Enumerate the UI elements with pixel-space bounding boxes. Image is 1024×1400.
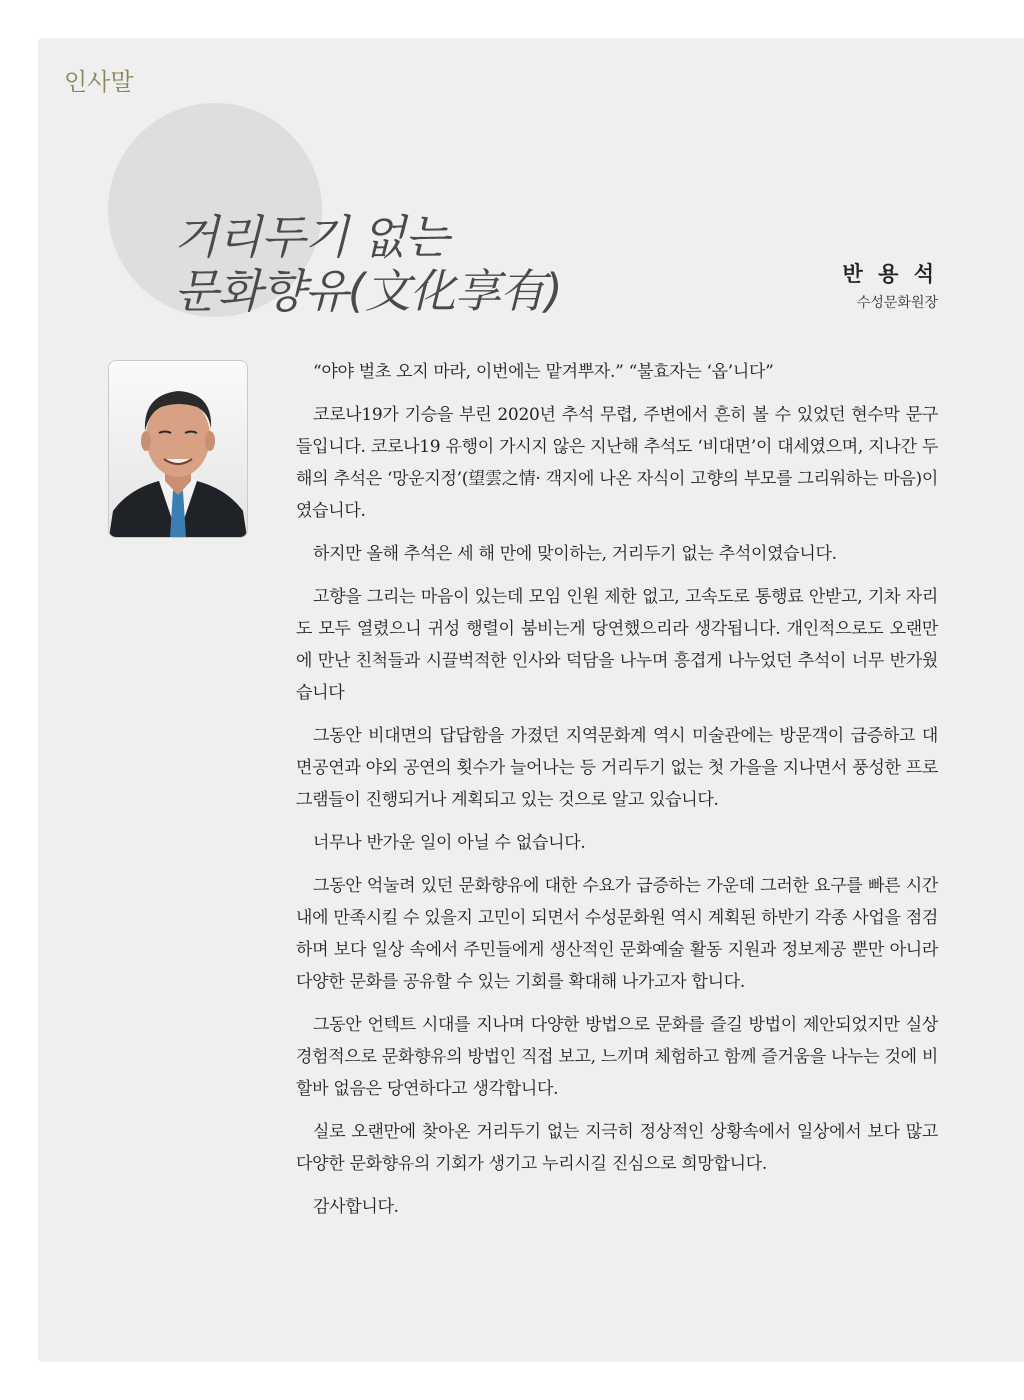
greeting-body: [296, 356, 938, 1234]
title-line-2: 문화향유(文化享有): [174, 264, 562, 318]
title-line-1: 거리두기 없는: [174, 210, 449, 264]
author-name: 반 용 석: [842, 261, 938, 286]
paragraph: 코로나19가 기승을 부린 2020년 추석 무렵, 주변에서 흔히 볼 수 있었던 현수막 문구들입니다. 코로나19 유행이 가시지 않은 지난해 추석도 ‘비대면’이 대세였으며, 지나간 두해의 추석은 ‘망운지정’(望雲之情· 객지에 나온 자식이 고향의 부모를 그리워하는 마음)이였습니다.: [296, 405, 938, 521]
paragraph: 그동안 비대면의 답답함을 가졌던 지역문화계 역시 미술관에는 방문객이 급증하고 대면공연과 야외 공연의 횟수가 늘어나는 등 거리두기 없는 첫 가을을 지나면서 풍성한 프로그램들이 진행되거나 계획되고 있는 것으로 알고 있습니다.: [296, 726, 938, 810]
paragraph: 너무나 반가운 일이 아닐 수 없습니다.: [313, 833, 586, 853]
section-label: 인사말: [64, 68, 134, 96]
author-photo: [108, 360, 248, 538]
paragraph: “야야 벌초 오지 마라, 이번에는 맡겨뿌자.” “불효자는 ‘옵’니다”: [313, 362, 774, 382]
paragraph: 그동안 억눌려 있던 문화향유에 대한 수요가 급증하는 가운데 그러한 요구를 빠른 시간내에 만족시킬 수 있을지 고민이 되면서 수성문화원 역시 계획된 하반기 각종 사업을 점검하며 보다 일상 속에서 주민들에게 생산적인 문화예술 활동 지원과 정보제공 뿐만 아니라 다양한 문화를 공유할 수 있는 기회를 확대해 나가고자 합니다.: [296, 876, 938, 992]
paragraph: 그동안 언텍트 시대를 지나며 다양한 방법으로 문화를 즐길 방법이 제안되었지만 실상 경험적으로 문화향유의 방법인 직접 보고, 느끼며 체험하고 함께 즐거움을 나누는 것에 비할바 없음은 당연하다고 생각합니다.: [296, 1015, 938, 1099]
page-title: [174, 210, 562, 318]
paragraph: 하지만 올해 추석은 세 해 만에 맞이하는, 거리두기 없는 추석이였습니다.: [313, 544, 837, 564]
author-role: 수성문화원장: [856, 295, 938, 311]
paragraph: 감사합니다.: [313, 1197, 399, 1217]
paragraph: 실로 오랜만에 찾아온 거리두기 없는 지극히 정상적인 상황속에서 일상에서 보다 많고 다양한 문화향유의 기회가 생기고 누리시길 진심으로 희망합니다.: [296, 1122, 938, 1174]
author-block: [843, 258, 938, 312]
portrait-illustration: [109, 361, 247, 537]
paragraph: 고향을 그리는 마음이 있는데 모임 인원 제한 없고, 고속도로 통행료 안받고, 기차 자리도 모두 열렸으니 귀성 행렬이 붐비는게 당연했으리라 생각됩니다. 개인적으로도 오랜만에 만난 친척들과 시끌벅적한 인사와 덕담을 나누며 흥겹게 나누었던 추석이 너무 반가웠습니다: [296, 587, 938, 703]
